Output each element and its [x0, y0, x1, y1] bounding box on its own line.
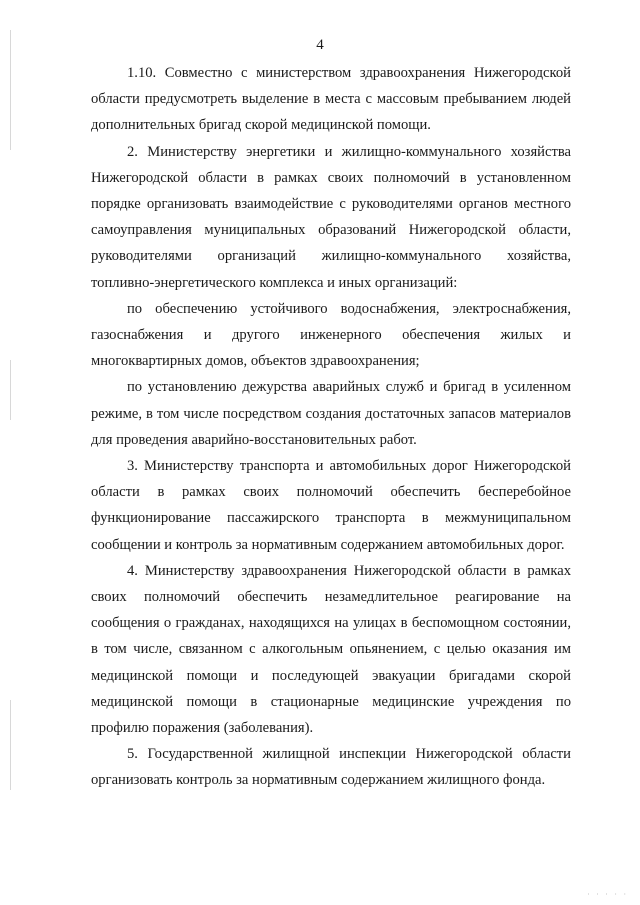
paragraph-3: 3. Министерству транспорта и автомобильных дорог Нижегородской области в рамках своих полномочий обеспечить бесперебойное функционирование пассажирского транспорта в межмуниципальном сообщении и контроль за нормативным содержанием автомобильных дорог. [91, 458, 571, 553]
paragraph-5: 5. Государственной жилищной инспекции Нижегородской области организовать контроль за нормативным содержанием жилищного фонда. [91, 746, 571, 789]
paragraph-2: 2. Министерству энергетики и жилищно-коммунального хозяйства Нижегородской области в рамках своих полномочий в установленном порядке организовать взаимодействие с руководителями органов местного самоуправления муниципальных образований Нижегородской области, руководителями организаций жилищно-коммунального хозяйства, топливно-энергетического комплекса и иных организаций: [91, 143, 571, 291]
page-number: 4 [316, 37, 324, 53]
document-body [91, 60, 571, 794]
paragraph-2-emergency-services: по установлению дежурства аварийных служб и бригад в усиленном режиме, в том числе посредством создания достаточных запасов материалов для проведения аварийно-восстановительных работ. [91, 379, 571, 448]
paragraph-4: 4. Министерству здравоохранения Нижегородской области в рамках своих полномочий обеспечить незамедлительное реагирование на сообщения о гражданах, находящихся на улицах в беспомощном состоянии, в том числе, связанном с алкогольным опьянением, с целью оказания им медицинской помощи и последующей эвакуации бригадами скорой медицинской помощи в стационарные медицинские учреждения по профилю поражения (заболевания). [91, 562, 571, 737]
paragraph-1-10: 1.10. Совместно с министерством здравоохранения Нижегородской области предусмотреть выделение в места с массовым пребыванием людей дополнительных бригад скорой медицинской помощи. [91, 65, 571, 134]
scan-edge-mark [10, 360, 11, 420]
scan-edge-mark [10, 700, 11, 790]
scan-artifact: · · · · · [587, 890, 628, 899]
paragraph-2-water-supply: по обеспечению устойчивого водоснабжения, электроснабжения, газоснабжения и другого инженерного обеспечения жилых и многоквартирных домов, объектов здравоохранения; [91, 300, 571, 370]
